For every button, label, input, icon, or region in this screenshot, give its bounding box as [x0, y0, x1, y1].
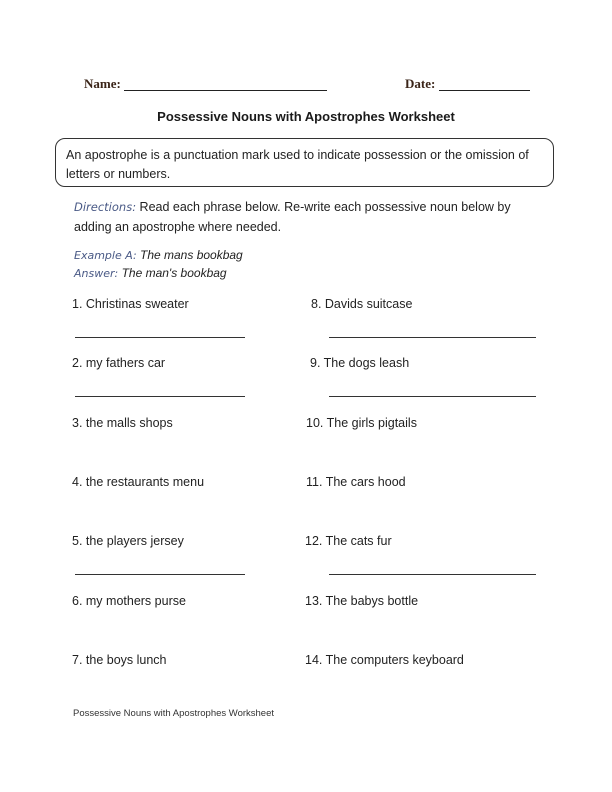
- directions: [74, 197, 544, 237]
- footer-text: Possessive Nouns with Apostrophes Worksheet: [73, 708, 275, 719]
- directions-label: Directions:: [74, 200, 137, 214]
- item-12: 12. The cats fur: [305, 534, 392, 548]
- answer-line-5[interactable]: [75, 574, 245, 575]
- item-6: 6. my mothers purse: [72, 594, 186, 608]
- item-4: 4. the restaurants menu: [72, 475, 205, 489]
- answer-label: Answer:: [74, 267, 119, 280]
- name-field[interactable]: [124, 90, 327, 91]
- name-label: Name:: [84, 76, 121, 91]
- item-14: 14. The computers keyboard: [305, 653, 464, 667]
- item-13: 13. The babys bottle: [305, 594, 419, 608]
- item-9: 9. The dogs leash: [310, 356, 410, 370]
- item-3: 3. the malls shops: [72, 416, 173, 430]
- answer-row: [74, 266, 227, 280]
- item-7: 7. the boys lunch: [72, 653, 167, 667]
- definition-text: An apostrophe is a punctuation mark used to indicate possession or the omission of letters or numbers.: [66, 148, 529, 181]
- item-8: 8. Davids suitcase: [311, 297, 413, 311]
- item-1: 1. Christinas sweater: [72, 297, 189, 311]
- answer-line-8[interactable]: [329, 337, 536, 338]
- date-field[interactable]: [439, 90, 530, 91]
- item-11: 11. The cars hood: [306, 475, 406, 489]
- item-2: 2. my fathers car: [72, 356, 166, 370]
- date-label: Date:: [405, 76, 436, 91]
- definition-box: [55, 138, 554, 187]
- answer-line-12[interactable]: [329, 574, 536, 575]
- answer-text: The man's bookbag: [121, 266, 227, 280]
- answer-line-1[interactable]: [75, 337, 245, 338]
- directions-text: Read each phrase below. Re-write each possessive noun below by adding an apostrophe where needed.: [74, 200, 511, 234]
- worksheet-title: Possessive Nouns with Apostrophes Worksheet: [157, 109, 455, 124]
- example-row: [74, 248, 243, 262]
- item-5: 5. the players jersey: [72, 534, 184, 548]
- answer-line-2[interactable]: [75, 396, 245, 397]
- answer-line-9[interactable]: [329, 396, 536, 397]
- item-10: 10. The girls pigtails: [306, 416, 417, 430]
- example-text: The mans bookbag: [140, 248, 243, 262]
- example-label: Example A:: [74, 249, 137, 262]
